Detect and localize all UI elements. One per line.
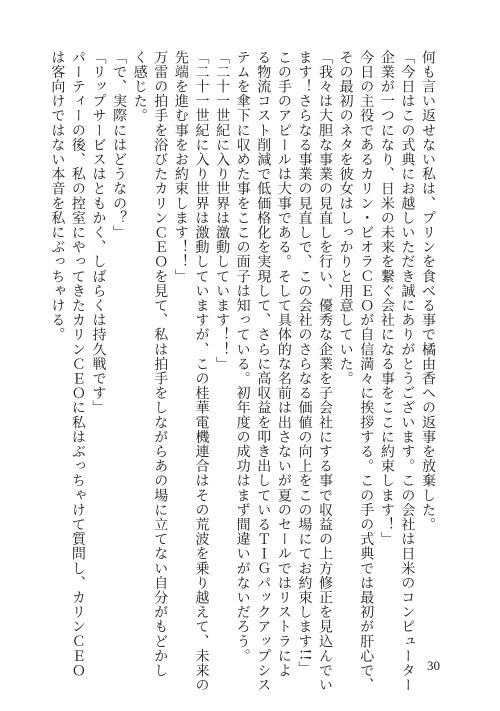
text-line: 企業が一つになり、日米の未来を繋ぐ会社になる事をここに約束します！」 — [378, 50, 395, 547]
text-line: その最初のネタを彼女はしっかりと用意していた。 — [337, 50, 354, 386]
text-line: 「我々は大胆な事業の見直しを行い、優秀な企業を子会社にする事で収益の上方修正を見込んでい — [317, 50, 334, 693]
text-line: 今日の主役であるカリン・ビオラＣＥＯが自信満々に挨拶する。この手の式典では最初が肝心で、 — [358, 50, 375, 693]
text-line: る物流コスト削減で低価格化を実現して、さらに高収益を叩き出しているＴＩＧパックアップシス — [255, 50, 272, 693]
text-line: 「リップサービスはともかく、しばらくは持久戦です」 — [90, 50, 107, 415]
text-line: く感じた。 — [131, 50, 148, 123]
text-line: 万雷の拍手を浴びたカリンＣＥＯを見て、私は拍手をしながらあの場に立てない自分がもどかし — [152, 50, 169, 678]
text-line: 先端を進む事をお約束します！！」 — [172, 50, 189, 284]
text-line: は客向けではない本音を私にぶっちゃける。 — [49, 50, 66, 342]
text-line: パーティーの後、私の控室にやってきたカリンＣＥＯに私はぶっちゃけて質問し、カリンＣＥＯ — [69, 50, 86, 678]
text-line: ます！さらなる事業の見直しで、この会社のさらなる価値の向上をこの場にてお約束します!!」 — [296, 50, 313, 676]
text-line: 「で、実際にはどうなの？」 — [111, 50, 128, 240]
text-line: 「二十一世紀に入り世界は激動しています！！」 — [214, 50, 231, 372]
text-line: この手のアピールは大事である。そして具体的な名前は出さないが夏のセールではリストラによ — [275, 50, 292, 678]
text-line: 「二十一世紀に入り世界は激動していますが、この桂華電機連合はその荒波を乗り越えて、未来の — [193, 50, 210, 693]
page-number: 30 — [427, 658, 440, 673]
text-line: テムを傘下に収めた事をここの面子は知っている。初年度の成功はまず間違いがないだろう。 — [234, 50, 251, 664]
text-line: 何も言い返せない私は、プリンを食べる事で橘由香への返事を放棄した。 — [420, 50, 436, 532]
text-line: 「今日はこの式典にお越しいただき誠にありがとうございます。この会社は日米のコンピューター — [399, 50, 416, 693]
